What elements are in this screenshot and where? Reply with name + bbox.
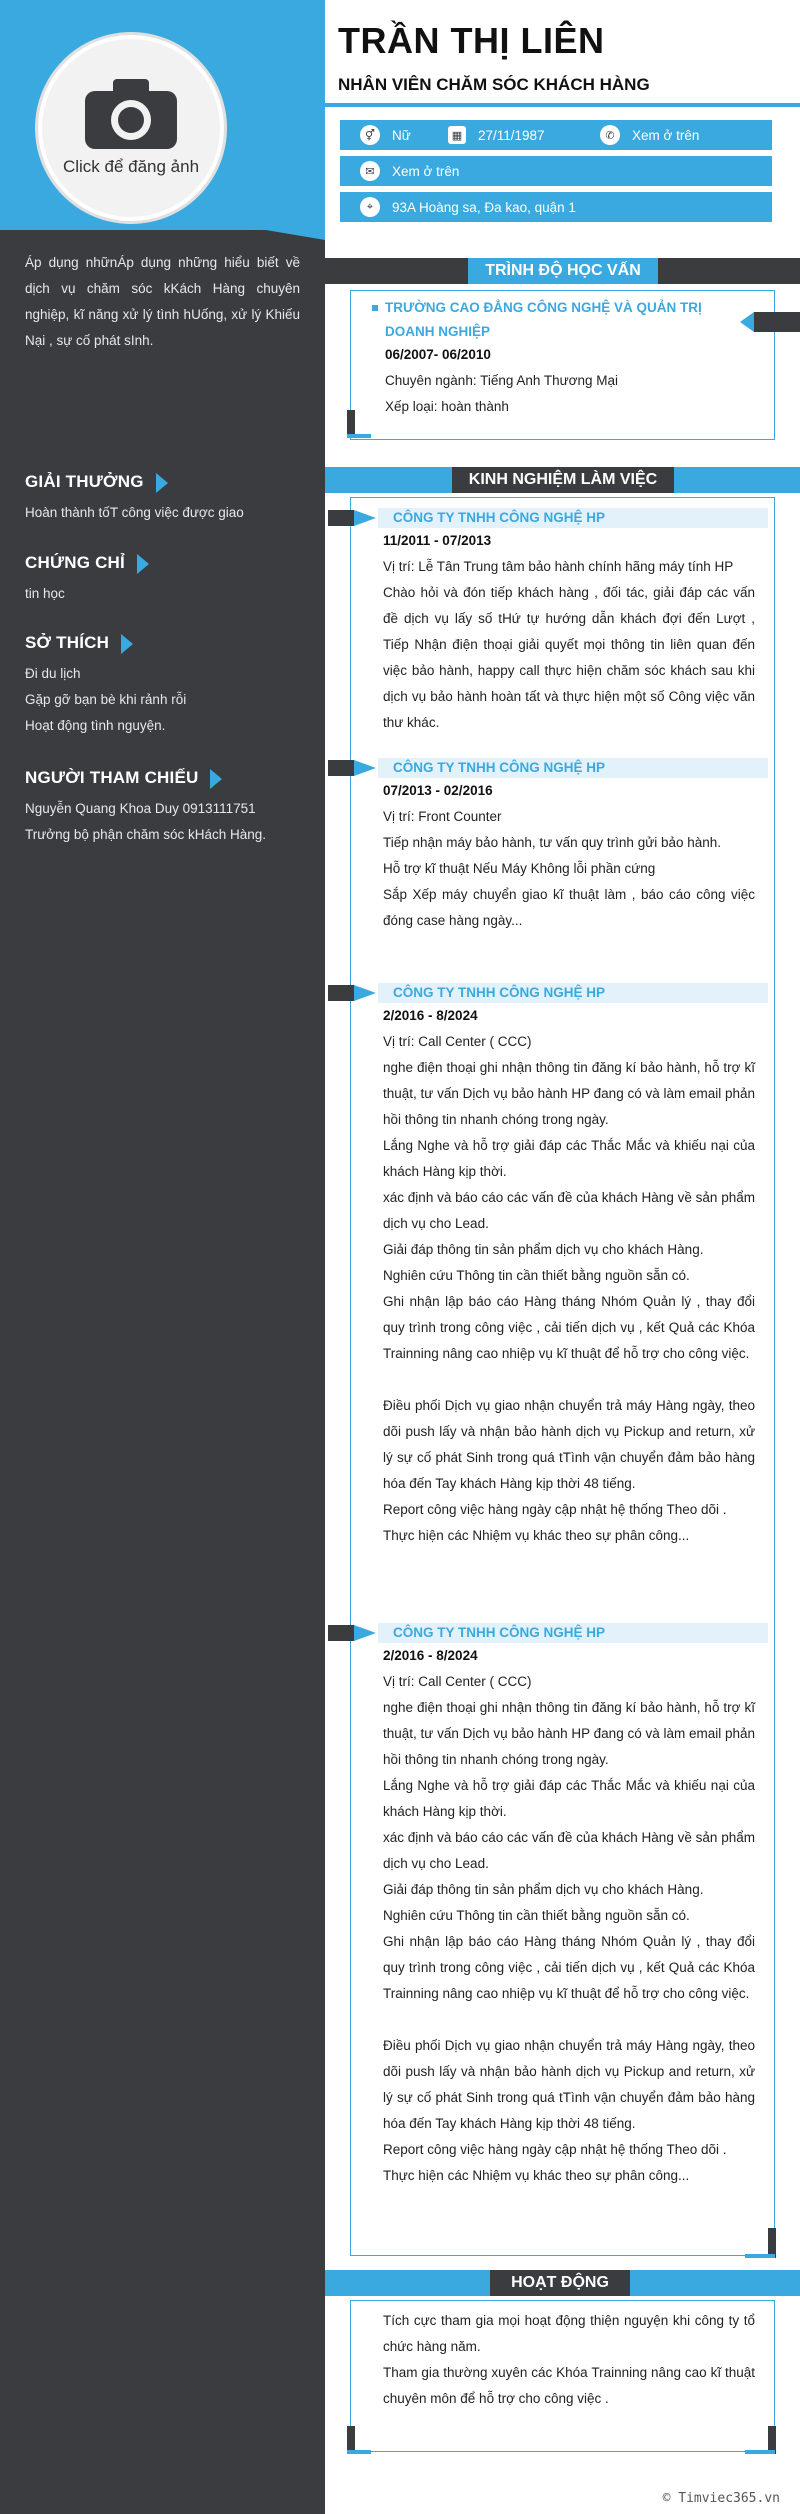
email-icon: ✉ [360,161,380,181]
arrow-right-icon [210,769,222,789]
job-tab [328,510,354,526]
job-tab-arrow [354,985,376,1001]
about-text: Áp dụng nhữnÁp dụng những hiểu biết về dịch vụ chăm sóc kKách Hàng chuyên nghiệp, kĩ năng xử lý tình hUống, xử lý Khiếu Nại , sự cố phát sInh. [25,255,300,348]
sidebar [0,0,325,2514]
education-period: 06/2007- 06/2010 [385,347,491,362]
hobby-item: Gặp gỡ bạn bè khi rảnh rỗi [25,692,187,707]
job-tab [328,1625,354,1641]
phone-field: ✆ Xem ở trên [600,120,699,150]
job-line: xác định và báo cáo các vấn đề của khách Hàng về sản phẩm dịch vụ cho Lead. [383,1190,755,1231]
job-line: Nghiên cứu Thông tin cần thiết bằng nguồn sẵn có. [383,1268,690,1283]
job-line: xác định và báo cáo các vấn đề của khách Hàng về sản phẩm dịch vụ cho Lead. [383,1830,755,1871]
title-underline [325,103,800,107]
awards-heading: GIẢI THƯỞNG [25,472,168,493]
company-name: CÔNG TY TNHH CÔNG NGHỆ HP [393,985,606,1000]
education-grade: Xếp loại: hoàn thành [385,399,509,414]
job-line: Vị trí: Front Counter [383,809,502,824]
job-line: Tiếp nhận máy bảo hành, tư vấn quy trình gửi bảo hành. [383,835,722,850]
frame-corner [745,2450,775,2454]
photo-upload-label: Click để đăng ảnh [62,157,200,176]
phone-icon: ✆ [600,125,620,145]
job-line: Lắng Nghe và hỗ trợ giải đáp các Thắc Mắc và khiếu nại của khách Hàng kịp thời. [383,1138,755,1179]
job-line: Report công việc hàng ngày cập nhật hệ thống Theo dõi . [383,2142,727,2157]
job-line: Sắp Xếp máy chuyển giao kĩ thuật làm , báo cáo công việc đóng case hàng ngày... [383,887,755,928]
frame-corner [347,434,371,438]
experience-heading: KINH NGHIỆM LÀM VIỆC [452,467,674,493]
location-pin-icon: ⌖ [360,197,380,217]
frame-corner [347,2450,371,2454]
job-line: nghe điện thoại ghi nhận thông tin đăng kí bảo hành, hỗ trợ kĩ thuật, tư vấn Dịch vụ bảo hành HP đang có và làm email phản hồi thông tin nhanh chóng trong ngày. [383,1060,756,1127]
info-row-1 [340,120,772,150]
arrow-right-icon [121,634,133,654]
reference-line: Trưởng bộ phận chăm sóc kHách Hàng. [25,827,267,842]
info-row-2 [340,156,772,186]
avatar-upload[interactable] [38,35,224,221]
job-tab [328,985,354,1001]
job-line: Report công việc hàng ngày cập nhật hệ thống Theo dõi . [383,1502,727,1517]
job-line: Ghi nhận lập báo cáo Hàng tháng Nhóm Quản lý , thay đổi quy trình trong công việc , cải tiến dịch vụ , kết Quả các Khóa Trainning nâng cao nhiệp vụ kĩ thuật để hỗ trợ cho công việc. [383,1934,755,2001]
school-name: TRƯỜNG CAO ĐẲNG CÔNG NGHỆ VÀ QUẢN TRỊ DOANH NGHIỆP [385,300,702,339]
job-line: Lắng Nghe và hỗ trợ giải đáp các Thắc Mắc và khiếu nại của khách Hàng kịp thời. [383,1778,755,1819]
job-title: NHÂN VIÊN CHĂM SÓC KHÁCH HÀNG [338,75,650,94]
bullet-icon [372,305,378,311]
reference-line: Nguyễn Quang Khoa Duy 0913111751 [25,801,256,816]
candidate-name: TRẦN THỊ LIÊN [338,20,605,61]
hobby-item: Hoạt động tình nguyện. [25,718,166,733]
job-line: nghe điện thoại ghi nhận thông tin đăng kí bảo hành, hỗ trợ kĩ thuật, tư vấn Dịch vụ bảo hành HP đang có và làm email phản hồi thông tin nhanh chóng trong ngày. [383,1700,756,1767]
job-line: Ghi nhận lập báo cáo Hàng tháng Nhóm Quản lý , thay đổi quy trình trong công việc , cải tiến dịch vụ , kết Quả các Khóa Trainning nâng cao nhiệp vụ kĩ thuật để hỗ trợ cho công việc. [383,1294,755,1361]
job-line: Chào hỏi và đón tiếp khách hàng , đối tác, giải đáp các vấn đề dịch vụ lấy số tHứ tự hướng dẫn khách đợi đến Lượt , Tiếp Nhận điện thoại giải quyết mọi thông tin liên quan đến việc bảo hành, happy call thực hiện chăm sóc khách sau khi dịch vụ bảo hành hoàn tất và thực hiện một số Công việc văn thư khác. [383,585,755,730]
gender-icon: ⚥ [360,125,380,145]
frame-corner [347,410,355,434]
camera-icon [85,79,177,149]
email-field: ✉ Xem ở trên [360,156,459,186]
job-line: Điều phối Dịch vụ giao nhận chuyển trả máy Hàng ngày, theo dõi push lấy và nhận bảo hành dịch vụ Pickup and return, xử lý sự cố phát Sinh trong quá tTình vận chuyển đảm bảo hàng hóa đến Tay khách Hàng kịp thời 48 tiếng. [383,2038,755,2131]
job-line: Điều phối Dịch vụ giao nhận chuyển trả máy Hàng ngày, theo dõi push lấy và nhận bảo hành dịch vụ Pickup and return, xử lý sự cố phát Sinh trong quá tTình vận chuyển đảm bảo hàng hóa đến Tay khách Hàng kịp thời 48 tiếng. [383,1398,755,1491]
education-heading: TRÌNH ĐỘ HỌC VẤN [468,258,658,284]
activity-line: Tham gia thường xuyên các Khóa Trainning nâng cao kĩ thuật chuyên môn để hỗ trợ cho công việc . [383,2365,755,2406]
job-period: 07/2013 - 02/2016 [383,783,493,798]
job-line: Giải đáp thông tin sản phẩm dịch vụ cho khách Hàng. [383,1242,704,1257]
certs-heading: CHỨNG CHỈ [25,553,149,574]
activity-line: Tích cực tham gia mọi hoạt động thiện nguyện khi công ty tổ chức hàng năm. [383,2313,755,2354]
job-line: Thực hiện các Nhiệm vụ khác theo sự phân công... [383,1528,690,1543]
footer-brand: © Timviec365.vn [662,2491,780,2506]
company-name: CÔNG TY TNHH CÔNG NGHỆ HP [393,1625,606,1640]
job-line: Nghiên cứu Thông tin cần thiết bằng nguồn sẵn có. [383,1908,690,1923]
company-name: CÔNG TY TNHH CÔNG NGHỆ HP [393,760,606,775]
job-line: Giải đáp thông tin sản phẩm dịch vụ cho khách Hàng. [383,1882,704,1897]
arrow-right-icon [156,473,168,493]
job-period: 11/2011 - 07/2013 [383,533,492,548]
hobbies-heading: SỞ THÍCH [25,633,133,654]
school-tab [754,312,800,332]
job-line: Vị trí: Call Center ( CCC) [383,1034,532,1049]
job-tab [328,760,354,776]
job-tab-arrow [354,760,376,776]
hobby-item: Đi du lịch [25,666,81,681]
job-line: Vị trí: Lễ Tân Trung tâm bảo hành chính hãng máy tính HP [383,559,734,574]
arrow-right-icon [137,554,149,574]
frame-corner [347,2426,355,2450]
job-tab-arrow [354,1625,376,1641]
frame-corner [745,2254,775,2258]
activities-heading: HOẠT ĐỘNG [490,2270,630,2296]
info-row-3 [340,192,772,222]
job-line: Thực hiện các Nhiệm vụ khác theo sự phân công... [383,2168,690,2183]
certs-text: tin học [25,586,65,601]
school-tab-arrow [740,312,754,332]
awards-text: Hoàn thành tốT công việc được giao [25,505,244,520]
job-line: Vị trí: Call Center ( CCC) [383,1674,532,1689]
job-tab-arrow [354,510,376,526]
gender-field: ⚥ Nữ [360,120,411,150]
job-period: 2/2016 - 8/2024 [383,1008,478,1023]
birthday-field: ▦ 27/11/1987 [448,120,545,150]
job-period: 2/2016 - 8/2024 [383,1648,478,1663]
reference-heading: NGƯỜI THAM CHIẾU [25,768,222,789]
education-major: Chuyên ngành: Tiếng Anh Thương Mại [385,373,619,388]
address-field: ⌖ 93A Hoàng sa, Đa kao, quận 1 [360,192,576,222]
calendar-icon: ▦ [448,126,466,144]
job-line: Hỗ trợ kĩ thuật Nếu Máy Không lỗi phần cứng [383,861,656,876]
company-name: CÔNG TY TNHH CÔNG NGHỆ HP [393,510,606,525]
